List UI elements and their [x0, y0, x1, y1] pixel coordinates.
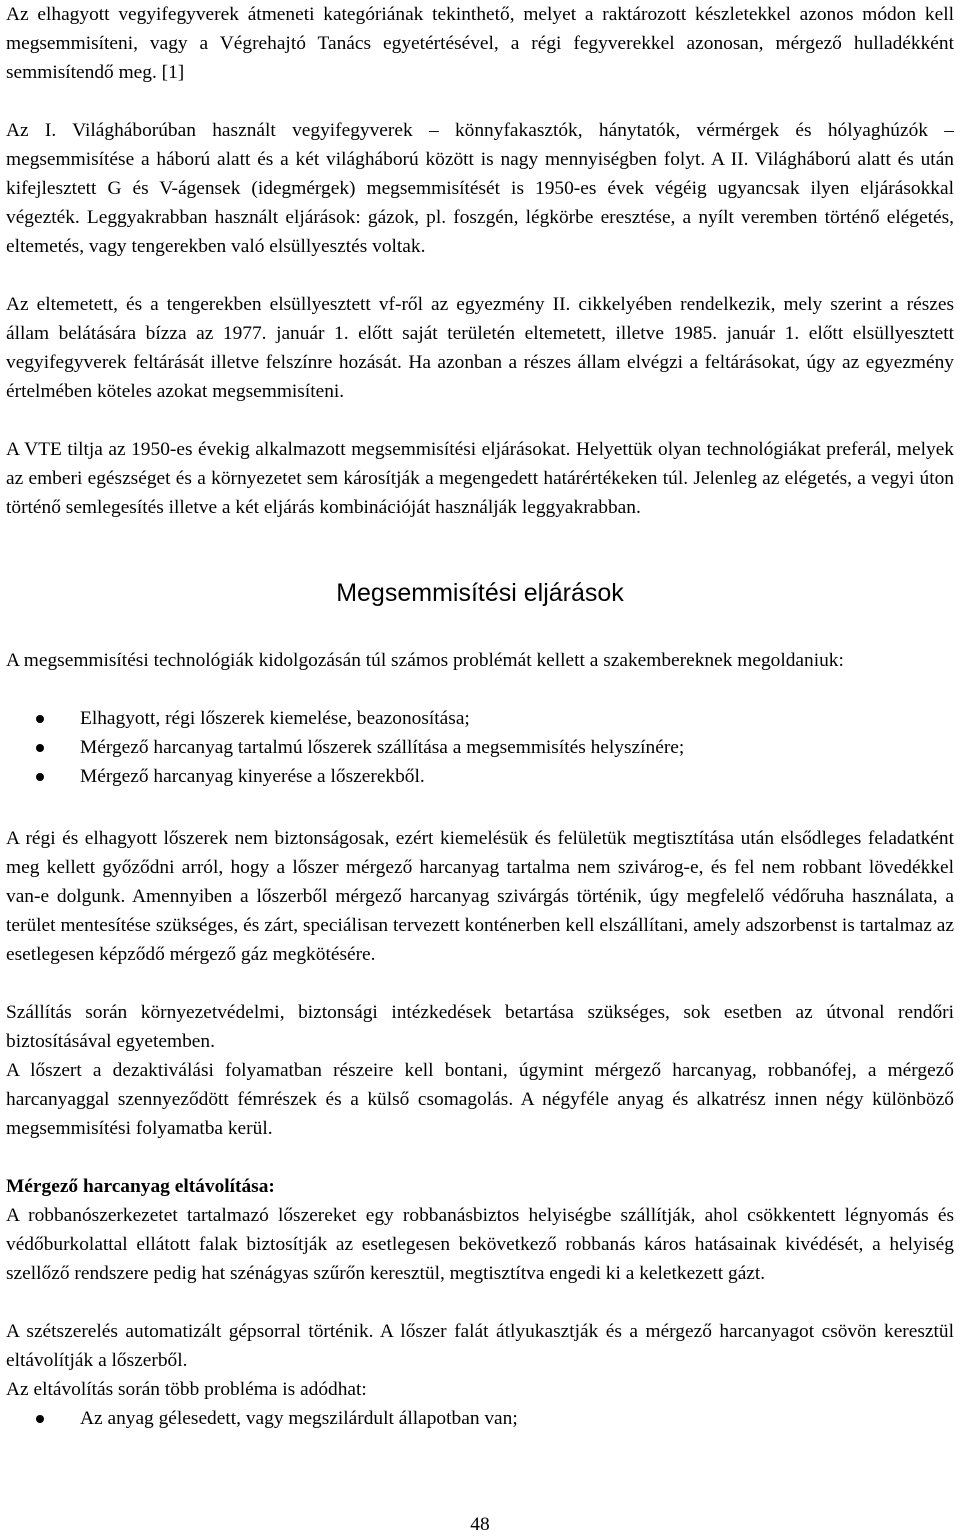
- paragraph-buried-weapons: Az eltemetett, és a tengerekben elsüllyesztett vf-ről az egyezmény II. cikkelyében rendelkezik, mely szerint a részes állam belátására bízza az 1977. január 1. előtt saját területén eltemetett, illetve 1985. január 1. előtt elsüllyesztett vegyifegyverek feltárását illetve felszínre hozását. Ha azonban a részes állam elvégzi a feltárásokat, úgy az egyezmény értelmében köteles azokat megsemmisíteni.: [6, 294, 954, 402]
- paragraph-dismantling: A lőszert a dezaktiválási folyamatban részeire kell bontani, úgymint mérgező harcanyag, robbanófej, a mérgező harcanyaggal szennyeződött fémrészek és a külső csomagolás. A négyféle anyag és alkatrész innen négy különböző megsemmisítési folyamatba kerül.: [6, 1060, 954, 1139]
- paragraph-transport: Szállítás során környezetvédelmi, biztonsági intézkedések betartása szükséges, sok esetben az útvonal rendőri biztosításával egyetemben.: [6, 1002, 954, 1052]
- paragraph-vte-ban: A VTE tiltja az 1950-es évekig alkalmazott megsemmisítési eljárásokat. Helyettük olyan technológiákat preferál, melyek az emberi egészséget és a környezetet sem károsítják a megengedett határértékeken túl. Jelenleg az elégetés, a vegyi úton történő semlegesítés illetve a két eljárás kombinációját használják leggyakrabban.: [6, 439, 954, 518]
- paragraph-problems-intro: A megsemmisítési technológiák kidolgozásán túl számos problémát kellett a szakembereknek megoldaniuk:: [6, 650, 844, 671]
- paragraph-removal-problems: Az eltávolítás során több probléma is adódhat:: [6, 1379, 367, 1400]
- paragraph-blast-room: A robbanószerkezetet tartalmazó lőszereket egy robbanásbiztos helyiségbe szállítják, ahol csökkentett légnyomás és védőburkolattal ellátott falak biztosítják az esetlegesen bekövetkező robbanás káros hatásainak kivédését, a helyiség szellőző rendszere pedig hat szénágyas szűrőn keresztül, megtisztítva engedi ki a keletkezett gázt.: [6, 1205, 954, 1284]
- bullet-list-problems: [6, 704, 954, 791]
- bullet-list-removal-problems: [6, 1404, 954, 1433]
- list-item-text: Elhagyott, régi lőszerek kiemelése, beazonosítása;: [80, 708, 470, 729]
- list-item: [6, 733, 954, 762]
- paragraph-automated-line: A szétszerelés automatizált gépsorral történik. A lőszer falát átlyukasztják és a mérgező harcanyagot csövön keresztül eltávolítják a lőszerből.: [6, 1321, 954, 1371]
- section-heading: Megsemmisítési eljárások: [336, 579, 624, 607]
- document-page: [6, 0, 956, 1537]
- list-item-text: Mérgező harcanyag kinyerése a lőszerekből.: [80, 766, 425, 787]
- subheading-agent-removal: Mérgező harcanyag eltávolítása:: [6, 1176, 275, 1197]
- list-item: [6, 704, 954, 733]
- page-number: 48: [470, 1514, 490, 1535]
- list-item-text: Az anyag gélesedett, vagy megszilárdult állapotban van;: [80, 1408, 518, 1429]
- list-item: [6, 1404, 954, 1433]
- paragraph-abandoned-weapons: Az elhagyott vegyifegyverek átmeneti kategóriának tekinthető, melyet a raktározott készletekkel azonos módon kell megsemmisíteni, vagy a Végrehajtó Tanács egyetértésével, a régi fegyverekkel azonosan, mérgező hulladékként semmisítendő meg. [1]: [6, 4, 954, 83]
- paragraph-ww-history: Az I. Világháborúban használt vegyifegyverek – könnyfakasztók, hánytatók, vérmérgek és hólyaghúzók – megsemmisítése a háború alatt és a két világháború között is nagy mennyiségben folyt. A II. Világháború alatt és után kifejlesztett G és V-ágensek (idegmérgek) megsemmisítését is 1950-es évek végéig ugyancsak ilyen eljárásokkal végezték. Leggyakrabban használt eljárások: gázok, pl. foszgén, légkörbe eresztése, a nyílt veremben történő elégetés, eltemetés, vagy tengerekben való elsüllyesztés voltak.: [6, 120, 954, 257]
- bullet-icon: [36, 715, 44, 723]
- list-item-text: Mérgező harcanyag tartalmú lőszerek szállítása a megsemmisítés helyszínére;: [80, 737, 685, 758]
- list-item: [6, 762, 954, 791]
- bullet-icon: [36, 773, 44, 781]
- bullet-icon: [36, 744, 44, 752]
- bullet-icon: [36, 1415, 44, 1423]
- paragraph-old-munitions: A régi és elhagyott lőszerek nem biztonságosak, ezért kiemelésük és felületük megtisztítása után elsődleges feladatként meg kellett győződni arról, hogy a lőszer mérgező harcanyag tartalma nem szivárog-e, és fel nem robbant lövedékkel van-e dolgunk. Amennyiben a lőszerből mérgező harcanyag szivárgás történik, úgy megfelelő védőruha használata, a terület mentesítése szükséges, és zárt, speciálisan tervezett konténerben kell elszállítani, amely adszorbenst is tartalmaz az esetlegesen képződő mérgező gáz megkötésére.: [6, 828, 954, 965]
